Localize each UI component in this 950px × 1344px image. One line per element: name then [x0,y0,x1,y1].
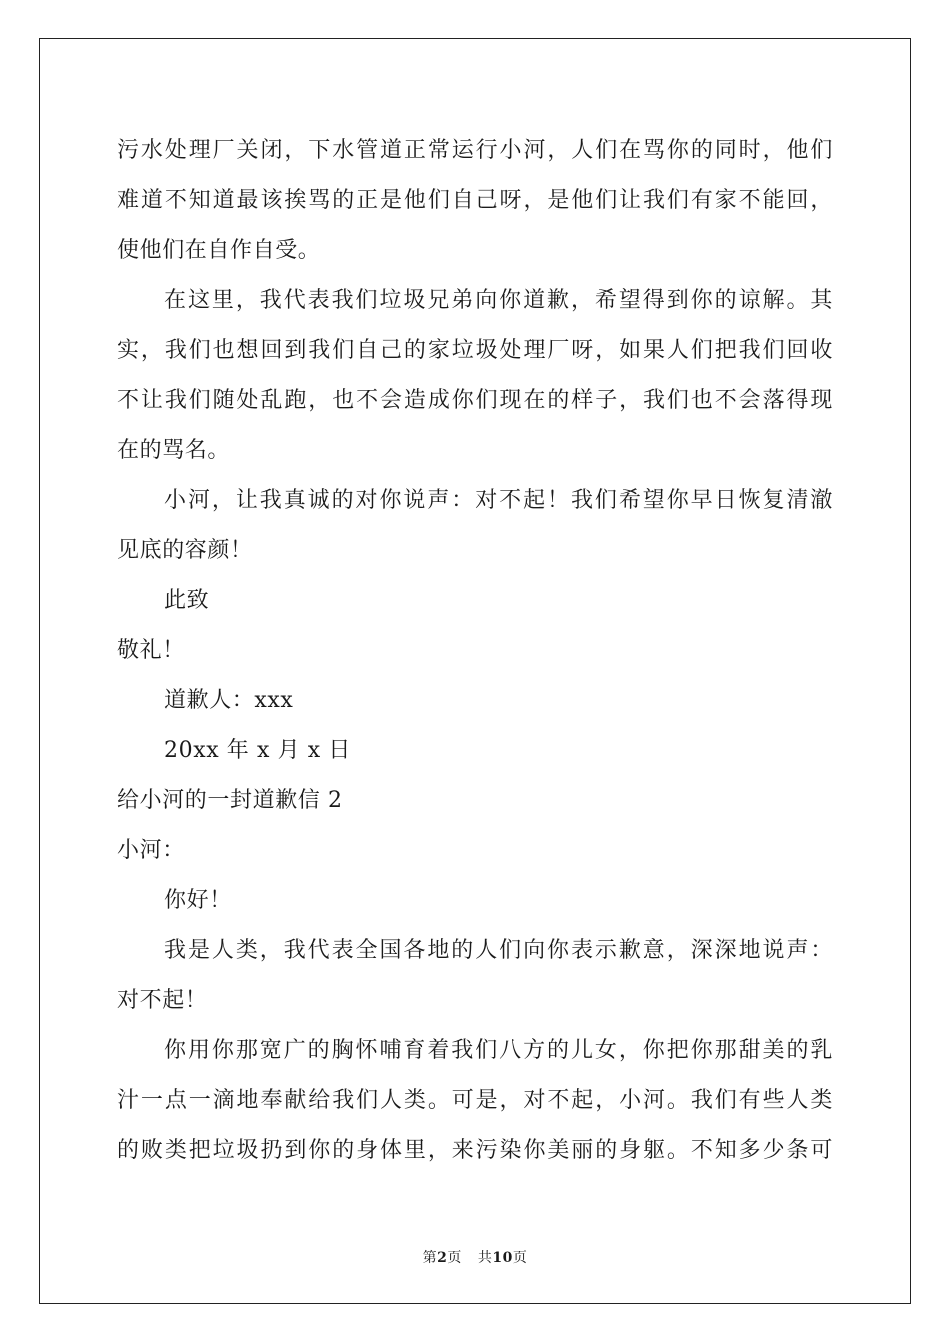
document-body [117,126,833,1176]
greeting: 你好！ [164,888,232,913]
total-prefix: 共 [477,1250,493,1266]
total-page-number: 10 [492,1250,513,1266]
text-line: 对不起！ [117,988,208,1013]
paragraph-first-line: 我是人类，我代表全国各地的人们向你表示歉意，深深地说声： [164,938,833,963]
section-title: 给小河的一封道歉信 2 [117,788,343,813]
text-line: 汁一点一滴地奉献给我们人类。可是，对不起，小河。我们有些人类 [117,1088,833,1113]
page-prefix: 第 [422,1250,438,1266]
page-unit: 页 [447,1250,462,1266]
text-line: 见底的容颜！ [117,538,253,563]
text-line: 难道不知道最该挨骂的正是他们自己呀，是他们让我们有家不能回， [117,188,833,213]
closing-regards: 敬礼！ [117,638,185,663]
text-line: 污水处理厂关闭，下水管道正常运行小河，人们在骂你的同时，他们 [117,138,833,163]
text-line: 不让我们随处乱跑，也不会造成你们现在的样子，我们也不会落得现 [117,388,833,413]
page-footer [0,1247,950,1267]
total-unit: 页 [512,1250,528,1266]
closing-salutation: 此致 [164,588,210,613]
paragraph-first-line: 小河，让我真诚的对你说声：对不起！我们希望你早日恢复清澈 [164,488,833,513]
paragraph-first-line: 在这里，我代表我们垃圾兄弟向你道歉，希望得到你的谅解。其 [164,288,833,313]
signature-line: 道歉人：xxx [164,688,294,713]
current-page-number: 2 [437,1250,448,1266]
date-line: 20xx 年 x 月 x 日 [164,738,351,763]
letter-recipient: 小河： [117,838,185,863]
text-line: 使他们在自作自受。 [117,238,321,263]
paragraph-first-line: 你用你那宽广的胸怀哺育着我们八方的儿女，你把你那甜美的乳 [164,1038,833,1063]
text-line: 在的骂名。 [117,438,231,463]
text-line: 的败类把垃圾扔到你的身体里，来污染你美丽的身躯。不知多少条可 [117,1138,833,1163]
text-line: 实，我们也想回到我们自己的家垃圾处理厂呀，如果人们把我们回收 [117,338,833,363]
